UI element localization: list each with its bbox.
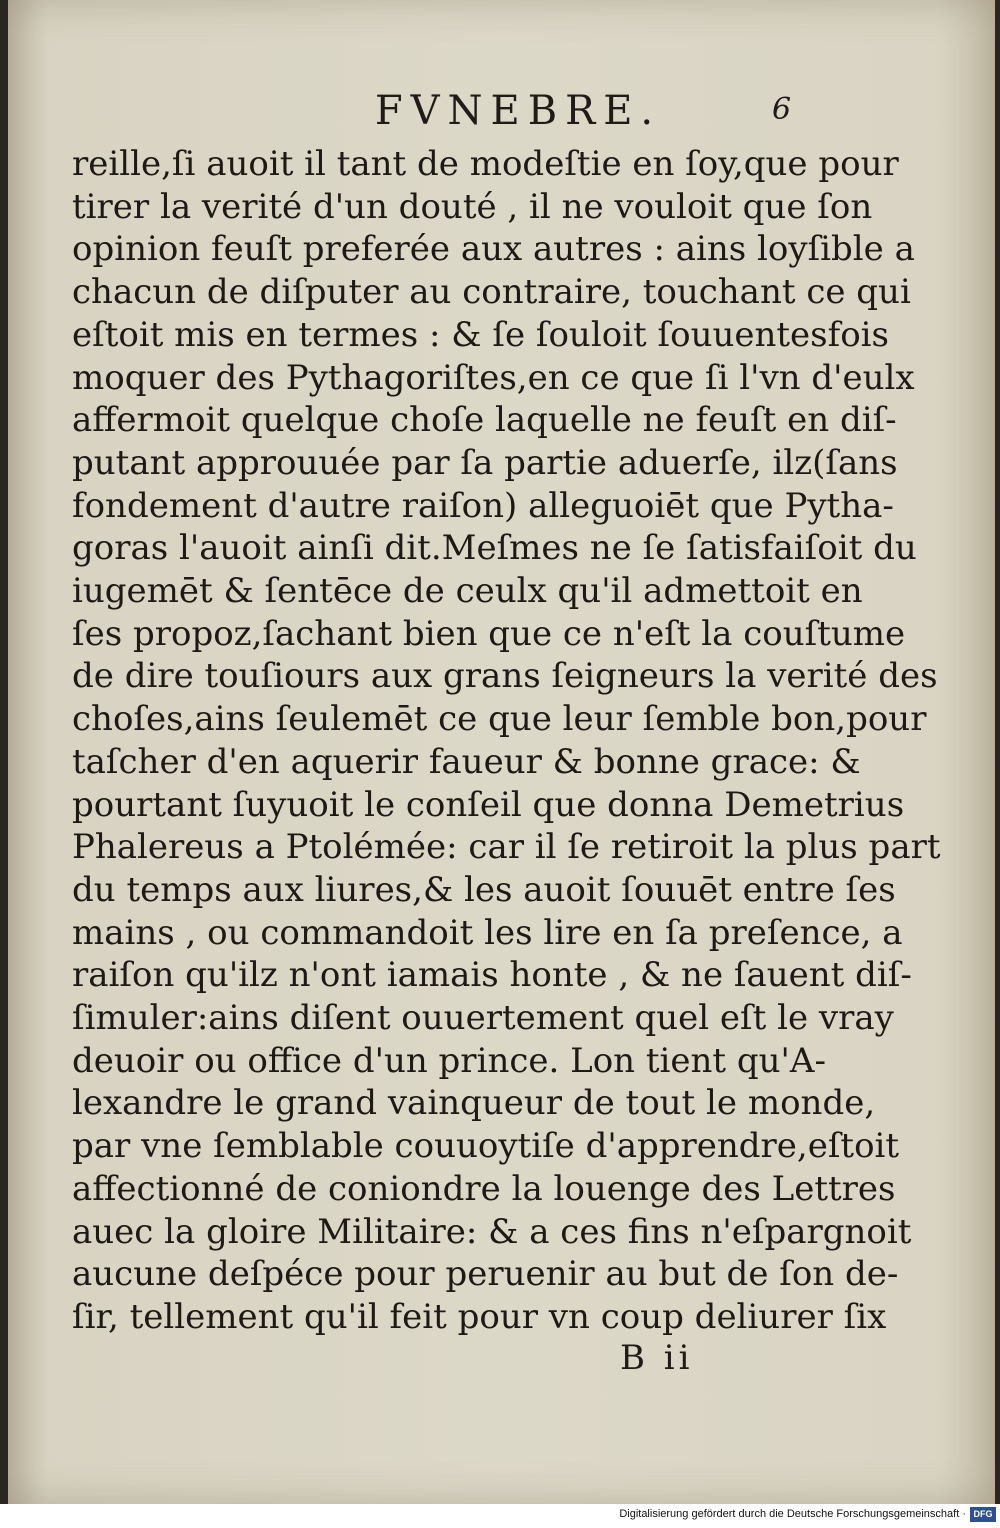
text-line: auec la gloire Militaire: & a ces fins n'eſpargnoit	[72, 1211, 912, 1252]
text-line: taſcher d'en aquerir faueur & bonne grace: &	[72, 741, 861, 782]
text-line: par vne ſemblable couuoytiſe d'apprendre,eſtoit	[72, 1126, 900, 1167]
body-text	[72, 143, 941, 1339]
text-line: de dire touſiours aux grans ſeigneurs la verité des	[72, 656, 938, 697]
text-line: choſes,ains ſeulemēt ce que leur ſemble bon,pour	[72, 699, 927, 740]
text-line: putant approuuée par ſa partie aduerſe, ilz(ſans	[72, 442, 898, 483]
text-line: Phalereus a Ptolémée: car il ſe retiroit la plus part	[72, 827, 941, 868]
text-line: goras l'auoit ainſi dit.Meſmes ne ſe ſatisfaiſoit du	[72, 528, 917, 569]
dfg-logo-icon: DFG	[970, 1507, 996, 1522]
text-line: opinion feuſt preferée aux autres : ains loyſible a	[72, 229, 915, 270]
book-page	[8, 0, 995, 1504]
text-line: deuoir ou office d'un prince. Lon tient qu'A-	[72, 1040, 826, 1081]
text-line: lexandre le grand vainqueur de tout le monde,	[72, 1083, 876, 1124]
text-line: ſimuler:ains diſent ouuertement quel eſt le vray	[72, 998, 894, 1039]
text-line: iugemēt & ſentēce de ceulx qu'il admettoit en	[72, 571, 863, 612]
running-header: FVNEBRE.	[374, 88, 662, 134]
text-line: ſir, tellement qu'il feit pour vn coup deliurer ſix	[72, 1296, 887, 1337]
text-line: du temps aux liures,& les auoit ſouuēt entre ſes	[72, 869, 896, 910]
text-line: raiſon qu'ilz n'ont iamais honte , & ne ſauent diſ-	[72, 955, 912, 996]
text-line: aucune deſpéce pour peruenir au but de ſon de-	[72, 1254, 899, 1295]
signature-mark: B ii	[620, 1338, 694, 1378]
page-number: 6	[772, 92, 792, 127]
text-line: tirer la verité d'un douté , il ne vouloit que ſon	[72, 186, 873, 227]
text-line: affermoit quelque choſe laquelle ne feuſt en diſ-	[72, 400, 897, 441]
text-line: mains , ou commandoit les lire en ſa preſence, a	[72, 912, 903, 953]
text-line: moquer des Pythagoriſtes,en ce que ſi l'vn d'eulx	[72, 357, 915, 398]
text-line: pourtant ſuyuoit le conſeil que donna Demetrius	[72, 784, 905, 825]
text-line: chacun de diſputer au contraire, touchant ce qui	[72, 272, 911, 313]
text-line: ſes propoz,ſachant bien que ce n'eſt la couſtume	[72, 613, 906, 654]
funding-credit: Digitalisierung gefördert durch die Deutsche Forschungsgemeinschaft ·	[619, 1508, 966, 1520]
text-line: reille,ſi auoit il tant de modeſtie en ſoy,que pour	[72, 144, 899, 184]
text-line: fondement d'autre raiſon) alleguoiēt que Pytha-	[72, 485, 894, 526]
text-line: eſtoit mis en termes : & ſe ſouloit ſouuentesfois	[72, 314, 889, 355]
text-line: affectionné de coniondre la louenge des Lettres	[72, 1168, 896, 1209]
